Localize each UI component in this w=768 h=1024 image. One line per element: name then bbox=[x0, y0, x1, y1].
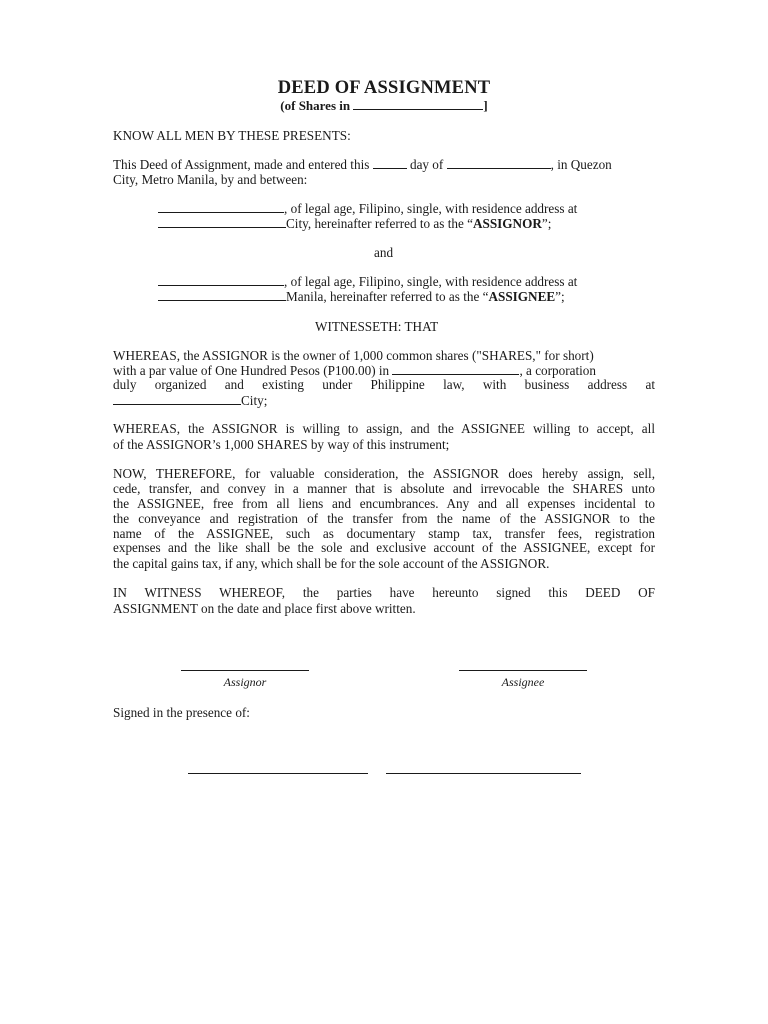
document-subtitle bbox=[0, 98, 768, 114]
subtitle-prefix: (of Shares in bbox=[280, 98, 354, 113]
assignor-line-1 bbox=[158, 201, 577, 216]
assignor-line-2-text: City, hereinafter referred to as the “ bbox=[286, 216, 473, 231]
assignor-role-label: ASSIGNOR bbox=[472, 216, 542, 231]
opening-line-1 bbox=[113, 157, 612, 172]
assignee-name-blank bbox=[158, 274, 284, 286]
whereas2-line-1: WHEREAS, the ASSIGNOR is willing to assign, and the ASSIGNEE willing to accept, all bbox=[113, 421, 655, 436]
assignee-line-2 bbox=[158, 289, 565, 304]
opening-text-3: , in Quezon bbox=[550, 157, 612, 172]
opening-text-1: This Deed of Assignment, made and entered this bbox=[113, 157, 373, 172]
now-therefore-line-2: cede, transfer, and convey in a manner that is absolute and irrevocable the SHARES unto bbox=[113, 481, 655, 496]
and-text: and bbox=[374, 245, 394, 260]
assignee-line-2-text: Manila, hereinafter referred to as the “ bbox=[286, 289, 489, 304]
corporation-name-blank bbox=[392, 363, 519, 375]
assignee-signature-label: Assignee bbox=[501, 675, 545, 689]
business-address-blank bbox=[113, 393, 241, 405]
whereas1-line-3: duly organized and existing under Philippine law, with business address at bbox=[113, 377, 655, 392]
assignor-address-blank bbox=[158, 216, 286, 228]
assignor-signature-label: Assignor bbox=[223, 675, 267, 689]
whereas1-line-1: WHEREAS, the ASSIGNOR is the owner of 1,000 common shares ("SHARES," for short) bbox=[113, 348, 594, 363]
assignor-line-2 bbox=[158, 216, 551, 231]
whereas1-line-4 bbox=[113, 393, 267, 408]
in-witness-line-1: IN WITNESS WHEREOF, the parties have hereunto signed this DEED OF bbox=[113, 585, 655, 600]
day-blank bbox=[373, 157, 407, 169]
now-therefore-line-5: name of the ASSIGNEE, such as documentary stamp tax, transfer fees, registration bbox=[113, 526, 655, 541]
document-title: DEED OF ASSIGNMENT bbox=[277, 78, 491, 98]
assignee-line-2-end: ”; bbox=[555, 289, 565, 304]
subtitle-suffix: ] bbox=[483, 98, 488, 113]
assignee-signature-line bbox=[459, 670, 587, 671]
assignor-line-1-text: , of legal age, Filipino, single, with residence address at bbox=[284, 201, 578, 216]
whereas2-line-2: of the ASSIGNOR’s 1,000 SHARES by way of this instrument; bbox=[113, 437, 450, 452]
assignor-line-2-end: ”; bbox=[541, 216, 552, 231]
assignee-line-1-text: , of legal age, Filipino, single, with residence address at bbox=[284, 274, 578, 289]
now-therefore-line-3: the ASSIGNEE, free from all liens and encumbrances. Any and all expenses incidental to bbox=[113, 496, 655, 511]
whereas1-line-4-text: City; bbox=[241, 393, 268, 408]
witness-1-signature-line bbox=[188, 773, 368, 774]
now-therefore-line-4: the conveyance and registration of the transfer from the name of the ASSIGNOR to the bbox=[113, 511, 655, 526]
month-blank bbox=[447, 157, 551, 169]
presence-text: Signed in the presence of: bbox=[113, 705, 250, 720]
assignee-line-1 bbox=[158, 274, 577, 289]
witnesseth-heading: WITNESSETH: THAT bbox=[315, 319, 439, 334]
now-therefore-line-1: NOW, THEREFORE, for valuable consideration, the ASSIGNOR does hereby assign, sell, bbox=[113, 466, 655, 481]
assignee-address-blank bbox=[158, 289, 286, 301]
intro-line: KNOW ALL MEN BY THESE PRESENTS: bbox=[113, 128, 351, 143]
whereas1-line-2 bbox=[113, 363, 596, 378]
opening-line-2: City, Metro Manila, by and between: bbox=[113, 172, 308, 187]
witness-2-signature-line bbox=[386, 773, 581, 774]
whereas1-line-2-end: , a corporation bbox=[519, 363, 596, 378]
assignee-role-label: ASSIGNEE bbox=[488, 289, 556, 304]
whereas1-line-2-text: with a par value of One Hundred Pesos (P100.00) in bbox=[113, 363, 393, 378]
assignor-signature-line bbox=[181, 670, 309, 671]
now-therefore-line-6: expenses and the like shall be the sole and exclusive account of the ASSIGNEE, except for bbox=[113, 540, 655, 555]
in-witness-line-2: ASSIGNMENT on the date and place first above written. bbox=[113, 601, 416, 616]
company-name-blank bbox=[353, 99, 483, 110]
now-therefore-line-7: the capital gains tax, if any, which shall be for the sole account of the ASSIGNOR. bbox=[113, 556, 550, 571]
assignor-name-blank bbox=[158, 201, 284, 213]
opening-text-2: day of bbox=[406, 157, 447, 172]
